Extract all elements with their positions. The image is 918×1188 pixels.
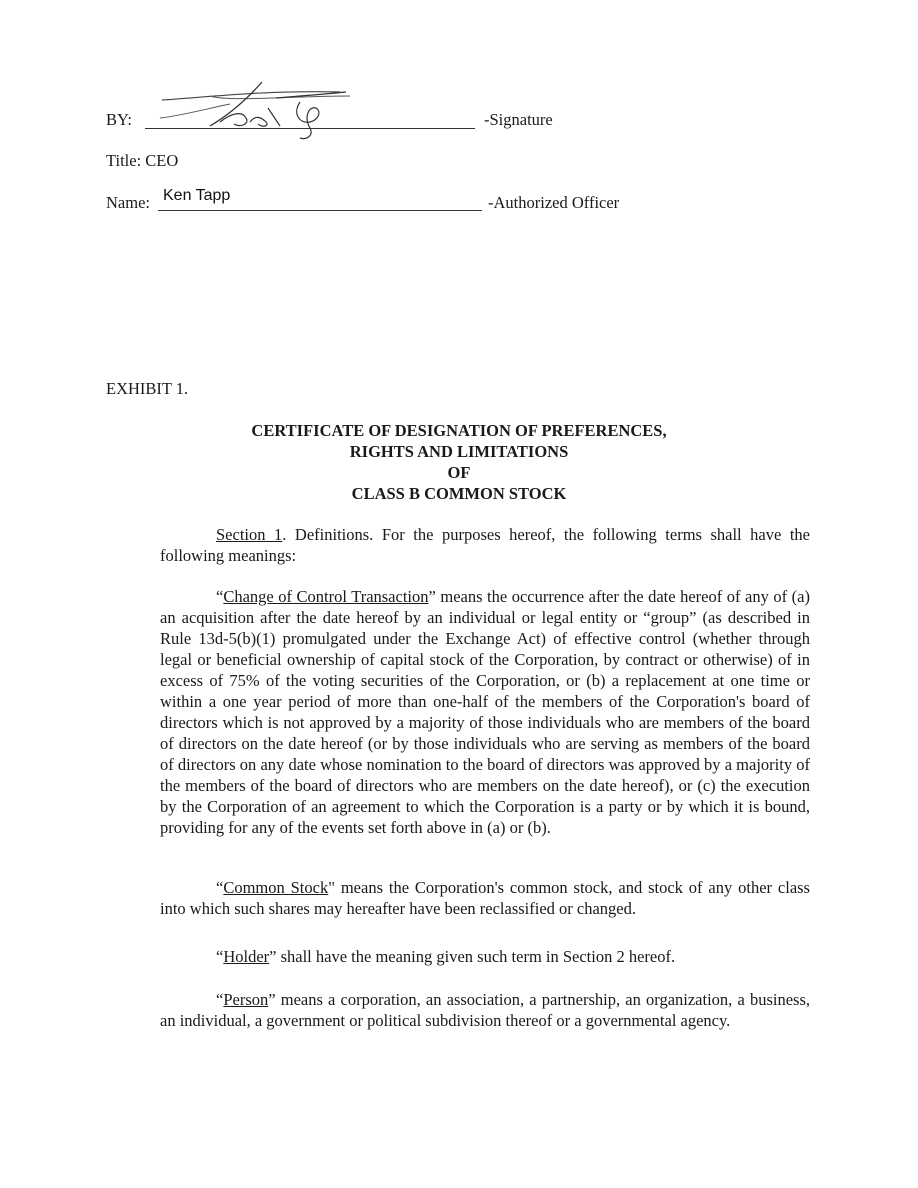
open-quote: “ [216,947,224,966]
title-line-4: CLASS B COMMON STOCK [351,484,567,503]
title-line-2: RIGHTS AND LIMITATIONS [349,442,569,461]
definition-text: ” means the occurrence after the date hereof of any of (a) an acquisition after the date hereof by an individual or legal entity or “group” (as described in Rule 13d-5(b)(1) promulgated under the Exchange Act) of effective control (whether through legal or beneficial ownership of capital stock of the Corporation, by contract or otherwise) of in excess of 75% of the voting securities of the Corporation, or (b) a replacement at one time or within a one year period of more than one-half of the members of the Corporation's board of directors which is not approved by a majority of those individuals who are members of the board of directors on the date hereof (or by those individuals who are serving as members of the board of directors on any date whose nomination to the board of directors was approved by a majority of the members of the board of directors who are members on the date hereof), or (c) the execution by the Corporation of an agreement to which the Corporation is a party or by which it is bound, providing for any of the events set forth above in (a) or (b). [160,587,810,837]
title-line-1: CERTIFICATE OF DESIGNATION OF PREFERENCES, [251,421,667,440]
definition-change-of-control [160,586,810,838]
open-quote: “ [216,990,224,1009]
name-label: Name: [106,193,150,212]
definition-holder [160,946,810,967]
section-1-label: Section 1 [216,525,283,544]
open-quote: “ [216,878,224,897]
name-suffix: -Authorized Officer [488,193,620,212]
term-common-stock: Common Stock [223,878,329,897]
handwritten-signature [150,78,370,148]
document-title [160,420,758,504]
title-line-3: OF [447,463,471,482]
term-change-of-control: Change of Control Transaction [223,587,429,606]
definition-person [160,989,810,1031]
section-1-paragraph [160,524,810,566]
definition-text: ” means a corporation, an association, a partnership, an organization, a business, an individual, a government or political subdivision thereof or a governmental agency. [160,990,810,1030]
by-label: BY: [106,110,132,129]
title-line: Title: CEO [106,151,179,170]
definition-text: " means the Corporation's common stock, and stock of any other class into which such shares may hereafter have been reclassified or changed. [160,878,810,918]
open-quote: “ [216,587,224,606]
name-value: Ken Tapp [163,187,231,204]
term-person: Person [223,990,269,1009]
signature-suffix: -Signature [484,110,553,129]
definition-text: ” shall have the meaning given such term in Section 2 hereof. [269,947,676,966]
section-1-text: . Definitions. For the purposes hereof, the following terms shall have the following meanings: [160,525,810,565]
definition-common-stock [160,877,810,919]
term-holder: Holder [223,947,270,966]
exhibit-label: EXHIBIT 1. [106,379,189,398]
